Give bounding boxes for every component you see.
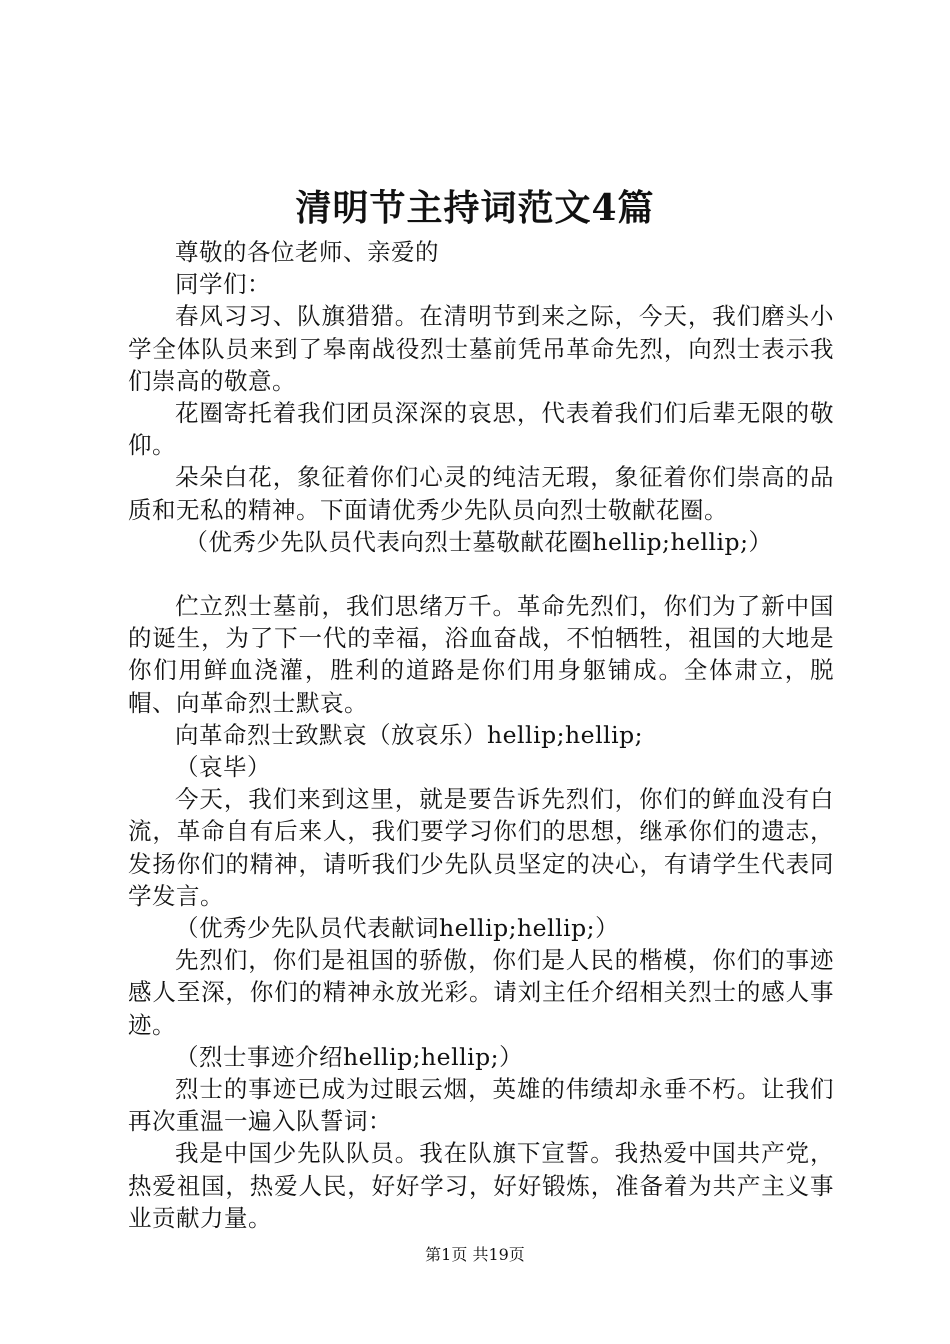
oath-paragraph: 我是中国少先队队员。我在队旗下宣誓。我热爱中国共产党，热爱祖国，热爱人民，好好学习，好好锻炼，准备着为共产主义事业贡献力量。	[128, 1139, 834, 1232]
paragraph: 向革命烈士致默哀（放哀乐）hellip;hellip;	[175, 720, 644, 749]
paragraph-salutation: 尊敬的各位老师、亲爱的	[175, 238, 439, 266]
stage-direction: （优秀少先队员代表献词hellip;hellip;）	[175, 914, 620, 943]
paragraph: 先烈们，你们是祖国的骄傲，你们是人民的楷模，你们的事迹感人至深，你们的精神永放光彩。请刘主任介绍相关烈士的感人事迹。	[128, 946, 834, 1039]
stage-direction: （优秀少先队员代表向烈士墓敬献花圈hellip;hellip;）	[184, 527, 773, 556]
paragraph-salutation-cont: 同学们：	[175, 270, 271, 299]
stage-direction: （烈士事迹介绍hellip;hellip;）	[175, 1042, 524, 1071]
stage-direction: （哀毕）	[175, 753, 271, 782]
paragraph: 烈士的事迹已成为过眼云烟，英雄的伟绩却永垂不朽。让我们再次重温一遍入队誓词：	[128, 1075, 834, 1136]
document-body	[128, 236, 834, 1234]
paragraph: 今天，我们来到这里，就是要告诉先烈们，你们的鲜血没有白流，革命自有后来人，我们要学习你们的思想，继承你们的遗志，发扬你们的精神，请听我们少先队员坚定的决心，有请学生代表同学发言。	[128, 785, 834, 910]
paragraph: 伫立烈士墓前，我们思绪万千。革命先烈们，你们为了新中国的诞生，为了下一代的幸福，浴血奋战，不怕牺牲，祖国的大地是你们用鲜血浇灌，胜利的道路是你们用身躯铺成。全体肃立，脱帽、向革命烈士默哀。	[128, 592, 834, 717]
document-title: 清明节主持词范文4篇	[295, 187, 655, 229]
paragraph: 春风习习、队旗猎猎。在清明节到来之际，今天，我们磨头小学全体队员来到了皋南战役烈士墓前凭吊革命先烈，向烈士表示我们崇高的敬意。	[128, 302, 834, 395]
paragraph: 花圈寄托着我们团员深深的哀思，代表着我们们后辈无限的敬仰。	[128, 399, 834, 460]
paragraph: 朵朵白花，象征着你们心灵的纯洁无瑕，象征着你们崇高的品质和无私的精神。下面请优秀少先队员向烈士敬献花圈。	[128, 463, 834, 524]
page-indicator: 第1页 共19页	[425, 1245, 525, 1264]
